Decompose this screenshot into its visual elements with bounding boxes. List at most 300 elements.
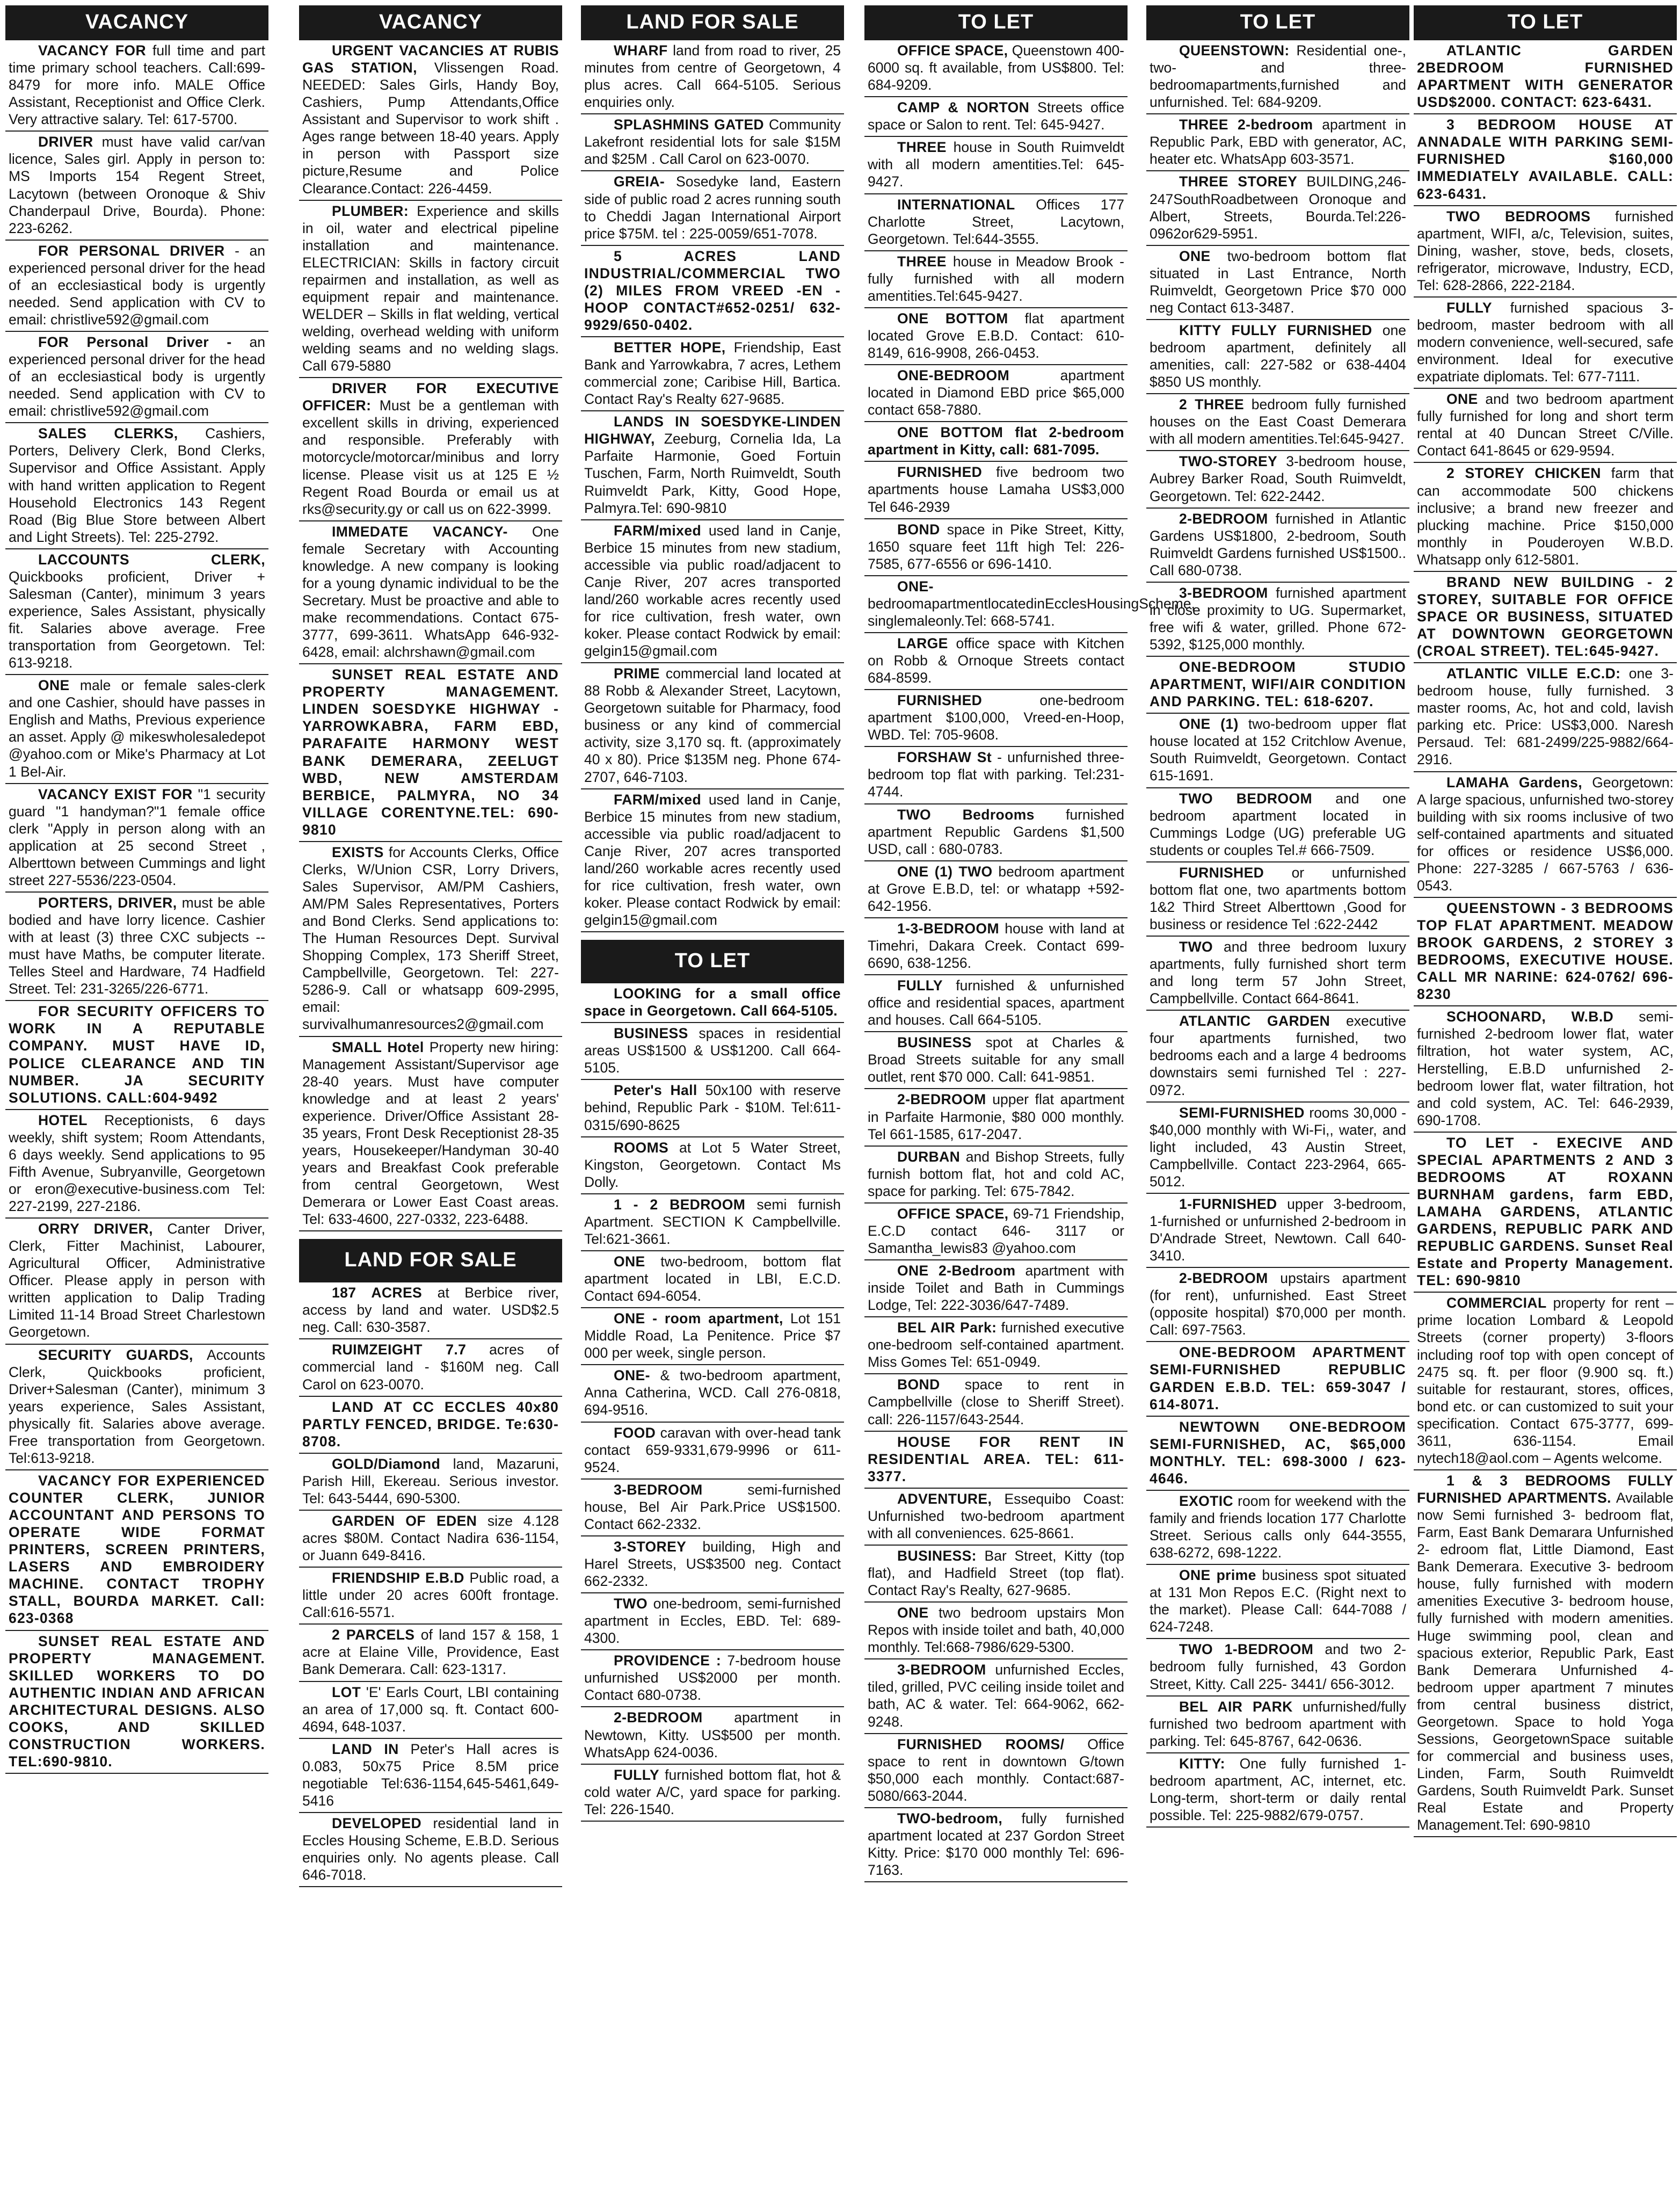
ad-body-text: used land in Canje, Berbice 15 minutes from new stadium, accessible via public road/adjacent to Canje River, 207 acres transported land/260 workable acres recently used for rice cultivation, fresh water, own koker. Please contact Rodwick by email: gelgin15@gmail.com — [584, 791, 841, 928]
classified-ad — [581, 520, 844, 664]
classified-ad — [581, 1536, 844, 1593]
ad-lead-text: TWO Bedrooms — [897, 806, 1035, 823]
ad-body-text: semi furnish Apartment. SECTION K Campbellville. Tel:621-3661. — [584, 1196, 841, 1247]
classified-ad — [1414, 1293, 1677, 1470]
classified-ad — [5, 332, 268, 423]
ad-lead-text: SEMI-FURNISHED — [1179, 1104, 1305, 1121]
classified-ad — [1146, 1103, 1409, 1194]
ad-body-text: at Lot 5 Water Street, Kingston, Georgetown. Contact Ms Dolly. — [584, 1139, 841, 1190]
ad-lead-text: TWO BEDROOMS — [1446, 208, 1591, 224]
ad-body-text: Sosedyke land, Eastern side of public road 2 acres running south to Cheddi Jagan International Airport price $75M. tel : 225-0059/651-7078. — [584, 173, 841, 242]
classified-ad — [299, 1813, 562, 1887]
ad-body-text: Experience and skills in oil, water and electrical pipeline installation and maintenance. ELECTRICIAN: Skills in factory circuit repairmen and installation, as well as equipment repair and maintenance. WELDER – Skills in flat welding, vertical welding, overhead welding with uniform welding seams and no welding slags. Call 679-5880 — [302, 202, 559, 374]
ad-body-text: must have valid car/van licence, Sales girl. Apply in person to: MS Imports 154 Regent Street, Lacytown (between Oronoque & Shiv Chanderpaul Drive, Bourda). Phone: 223-6262. — [9, 134, 265, 236]
classified-ad — [864, 747, 1128, 804]
ad-body-text: "1 security guard "1 handyman?"1 female office clerk "Apply in person along with an application at 25 second Street , Alberttown between Cummings and light street 227-5536/223-0504. — [9, 786, 265, 888]
ad-body-text: of land 157 & 158, 1 acre at Elaine Ville, Providence, East Bank Demerara. Call: 623-1317. — [302, 1627, 559, 1678]
ad-body-text: spot at Charles & Broad Streets suitable for any small outlet, rent $70 000. Call: 641-9851. — [868, 1034, 1124, 1085]
section-header: LAND FOR SALE — [299, 1239, 562, 1282]
classified-ad — [5, 40, 268, 132]
ad-lead-text: 3-BEDROOM — [614, 1481, 703, 1498]
ad-lead-text: ONE-BEDROOM STUDIO APARTMENT, WIFI/AIR CONDITION AND PARKING. TEL: 618-6207. — [1150, 659, 1406, 710]
ad-body-text: and two bedroom apartment fully furnished for long and short term rental at 40 Duncan Street C/Ville. Contact 641-8645 or 629-9594. — [1417, 391, 1674, 459]
classified-ad — [864, 137, 1128, 194]
ad-lead-text: ONE- — [897, 578, 934, 595]
classified-ad — [5, 675, 268, 784]
classified-ad — [581, 1480, 844, 1536]
ad-body-text: farm that can accommodate 500 chickens inclusive; a brand new freezer and plucking machine. Price $150,000 monthly in Pouderoyen W.B.D. Whatsapp only 612-5801. — [1417, 465, 1674, 568]
classified-ad — [581, 40, 844, 114]
ad-body-text: 7-bedroom house unfurnished US$2000 per month. Contact 680-0738. — [584, 1652, 841, 1703]
classified-ad — [1414, 389, 1677, 463]
ad-lead-text: GARDEN OF EDEN — [332, 1512, 477, 1529]
classified-ad — [864, 97, 1128, 137]
classified-ad — [864, 975, 1128, 1032]
ad-lead-text: DEVELOPED — [332, 1815, 422, 1831]
ad-body-text: furnished executive one-bedroom self-contained apartment. Miss Gomes Tel: 651-0949. — [868, 1320, 1124, 1371]
ad-lead-text: 1 - 2 BEDROOM — [614, 1196, 746, 1213]
classified-ad — [864, 633, 1128, 690]
classified-column-2 — [299, 5, 562, 2206]
ad-lead-text: NEWTOWN ONE-BEDROOM SEMI-FURNISHED, AC, $65,000 MONTHLY. TEL: 698-3000 / 623-4646. — [1150, 1418, 1406, 1487]
ad-lead-text: QUEENSTOWN - 3 BEDROOMS TOP FLAT APARTMENT. MEADOW BROOK GARDENS, 2 STOREY 3 BEDROOMS, EXECUTIVE HOUSE. CALL MR NARINE: 624-0762/ 696-8230 — [1417, 900, 1674, 1003]
ad-body-text: Zeeburg, Cornelia Ida, La Parfaite Harmonie, Goed Fortuin Tuschen, Farm, North Ruimveldt, South Ruimveldt Park, Kitty, Good Hope, Palmyra.Tel: 690-9810 — [584, 431, 841, 516]
ad-lead-text: ONE-BEDROOM APARTMENT SEMI-FURNISHED REPUBLIC GARDEN E.B.D. TEL: 659-3047 / 614-8071. — [1150, 1344, 1406, 1412]
ad-lead-text: SUNSET REAL ESTATE AND PROPERTY MANAGEMENT. SKILLED WORKERS TO DO AUTHENTIC INDIAN AND AFRICAN ARCHITECTURAL DESIGNS. ALSO COOKS, AND SKILLED CONSTRUCTION WORKERS. TEL:690-9810. — [9, 1633, 265, 1770]
ad-lead-text: ONE - room apartment, — [614, 1310, 783, 1327]
ad-lead-text: LARGE — [897, 635, 948, 651]
ad-body-text: bedroomapartmentlocatedinEcclesHousingScheme, singlemaleonly.Tel: 668-5741. — [868, 595, 1195, 629]
ad-lead-text: HOTEL — [38, 1112, 88, 1128]
ad-lead-text: 1-FURNISHED — [1179, 1195, 1277, 1212]
ad-lead-text: BRAND NEW BUILDING - 2 STOREY, SUITABLE FOR OFFICE SPACE OR BUSINESS, SITUATED AT DOWNTOWN GEORGETOWN (CROAL STREET). TEL:645-9427. — [1417, 574, 1674, 659]
ad-body-text: five bedroom two apartments house Lamaha US$3,000 Tel 646-2939 — [868, 464, 1124, 515]
ad-body-text: house in South Ruimveldt with all modern amentities.Tel: 645-9427. — [868, 139, 1124, 190]
ad-lead-text: FORSHAW St — [897, 749, 992, 766]
ad-body-text: Accounts Clerk, Quickbooks proficient, Driver+Salesman (Canter), minimum 3 years experience, Sales Assistant, physically fit. Salaries above average. Free transportation from Georgetown. Tel:613-9218. — [9, 1346, 265, 1466]
ad-lead-text: TWO — [614, 1596, 648, 1612]
ad-lead-text: ONE — [1446, 391, 1478, 408]
ad-lead-text: DURBAN — [897, 1148, 961, 1165]
ad-lead-text: BUSINESS: — [897, 1547, 977, 1564]
ad-lead-text: WHARF — [614, 42, 668, 59]
ad-lead-text: 3-BEDROOM — [897, 1662, 986, 1678]
classified-column-3 — [581, 5, 844, 2206]
classified-ad — [581, 246, 844, 337]
classified-ad — [864, 1808, 1128, 1882]
ad-lead-text: TO LET - EXECIVE AND SPECIAL APARTMENTS 2 AND 3 BEDROOMS AT ROXANN BURNHAM gardens, farm EBD, LAMAHA GARDENS, ATLANTIC GARDENS, REPUBLIC PARK AND REPUBLIC GARDENS. Sunset Real Estate and Property Management. TEL: 690-9810 — [1417, 1134, 1674, 1289]
classified-ad — [864, 1260, 1128, 1317]
ad-body-text: acres of commercial land - $160M neg. Call Carol on 623-0070. — [302, 1342, 559, 1393]
classified-ad — [581, 663, 844, 789]
ad-lead-text: TWO — [1179, 939, 1213, 955]
ad-body-text: one-bedroom, semi-furnished apartment in Eccles, EBD. Tel: 689-4300. — [584, 1596, 841, 1647]
classified-ad — [581, 1023, 844, 1080]
classified-ad — [864, 251, 1128, 308]
ad-body-text: apartment located in Diamond EBD price $65,000 contact 658-7880. — [868, 367, 1124, 418]
ad-lead-text: FOR Personal Driver - — [38, 334, 232, 350]
ad-lead-text: VACANCY FOR — [38, 42, 146, 59]
ad-lead-text: ONE- — [614, 1367, 650, 1384]
classified-ad — [1414, 1133, 1677, 1293]
ad-lead-text: FOR PERSONAL DRIVER — [38, 242, 225, 259]
ad-lead-text: PORTERS, DRIVER, — [38, 894, 177, 911]
ad-body-text: two-bedroom upper flat house located at 152 Critchlow Avenue, South Ruimveldt, Georgetown. Contact 615-1691. — [1150, 716, 1406, 784]
ad-body-text: 69-71 Friendship, E.C.D contact 646- 3117 or Samantha_lewis83 @yahoo.com — [868, 1205, 1125, 1256]
ad-lead-text: ONE (1) TWO — [897, 863, 993, 880]
ad-lead-text: ONE 2-Bedroom — [897, 1263, 1016, 1279]
ad-body-text: unfurnished/fully furnished two bedroom apartment with parking. Tel: 645-8767, 642-0636. — [1150, 1698, 1407, 1749]
classified-ad — [299, 1339, 562, 1396]
classified-ad — [1146, 1491, 1409, 1565]
ad-body-text: Georgetown: A large spacious, unfurnished two-storey building with six rooms inclusive of two self-contained apartments and situated for offices or residence US$6,000. Phone: 227-3285 / 667-5763 / 636-0543. — [1417, 774, 1674, 894]
classified-ad — [1146, 509, 1409, 583]
ad-lead-text: KITTY: — [1179, 1755, 1225, 1772]
ad-lead-text: LAMAHA Gardens, — [1446, 774, 1582, 791]
classified-ad — [299, 521, 562, 665]
ad-lead-text: 3 BEDROOM HOUSE AT ANNADALE WITH PARKING SEMI-FURNISHED $160,000 IMMEDIATELY AVAILABLE. CALL: 623-6431. — [1417, 117, 1674, 202]
classified-ad — [864, 1432, 1128, 1489]
ad-lead-text: BEL AIR PARK — [1179, 1698, 1293, 1715]
ad-body-text: unfurnished Eccles, tiled, grilled, PVC ceiling inside toilet and bath, AC & water. Tel: 664-9062, 662-9248. — [868, 1662, 1124, 1730]
ad-lead-text: EXISTS — [332, 844, 384, 860]
classified-ad — [864, 1317, 1128, 1374]
ad-body-text: furnished apartment, WIFI, a/c, Television, suites, Dining, washer, stove, beds, closets, refrigerator, microwave, Industry, ECD, Tel: 628-2866, 222-2184. — [1417, 208, 1674, 293]
ad-lead-text: QUEENSTOWN: — [1179, 42, 1290, 59]
ad-body-text: office space with Kitchen on Robb & Ornoque Streets contact 684-8599. — [868, 635, 1124, 686]
ad-body-text: fully furnished apartment located at 237 Gordon Street Kitty. Price: $170 000 monthly Tel: 696-7163. — [868, 1810, 1124, 1878]
classified-ad — [5, 132, 268, 240]
classified-ad — [1414, 206, 1677, 298]
classified-ad — [581, 1423, 844, 1480]
classified-ad — [5, 784, 268, 893]
classified-ad — [864, 1089, 1128, 1146]
ad-lead-text: ATLANTIC GARDEN — [1179, 1013, 1330, 1030]
ad-lead-text: 1 & 3 BEDROOMS FULLY FURNISHED APARTMENTS. — [1417, 1472, 1674, 1506]
ad-body-text: building, High and Harel Streets, US$3500 neg. Contact 662-2332. — [584, 1538, 841, 1589]
ad-body-text: Cashiers, Porters, Delivery Clerk, Bond Clerks, Supervisor and Office Assistant. Apply with hand written application to Regent Household Electronics 143 Regent Road (Big Blue Store between Albert and Light Streets). Tel: 225-2792. — [9, 425, 265, 545]
classified-ad — [1146, 1417, 1409, 1491]
classified-ad — [864, 519, 1128, 576]
ad-lead-text: ONE — [897, 1605, 929, 1621]
classified-ad — [1414, 1470, 1677, 1837]
ad-lead-text: ATLANTIC VILLE E.C.D: — [1446, 665, 1621, 682]
classified-ad — [864, 422, 1128, 462]
ad-lead-text: Peter's Hall — [614, 1082, 697, 1099]
classified-ad — [581, 171, 844, 245]
ad-body-text: at Berbice river, access by land and water. USD$2.5 neg. Call: 630-3587. — [302, 1285, 559, 1336]
section-header: VACANCY — [5, 5, 268, 40]
ad-body-text: upstairs apartment (for rent), unfurnished. East Street (opposite hospital) $70,000 per month. Call: 697-7563. — [1150, 1270, 1406, 1338]
ad-lead-text: FRIENDSHIP E.B.D — [332, 1570, 464, 1586]
classified-ad — [581, 1593, 844, 1650]
ad-lead-text: ONE — [614, 1253, 645, 1270]
ad-body-text: Friendship, East Bank and Yarrowkabra, 7 acres, Lethem commercial zone; Caribise Hill, Bartica. Contact Ray's Realty 627-9685. — [584, 339, 841, 408]
classified-ad — [864, 462, 1128, 519]
ad-body-text: size 4.128 acres $80M. Contact Nadira 636-1154, or Juann 649-8416. — [302, 1512, 559, 1564]
classified-ad — [1146, 320, 1409, 394]
classified-ad — [1146, 1011, 1409, 1102]
ad-body-text: caravan with over-head tank contact 659-9331,679-9996 or 611-9524. — [584, 1424, 841, 1475]
ad-lead-text: GOLD/Diamond — [332, 1455, 441, 1472]
ad-lead-text: BUSINESS — [614, 1025, 688, 1042]
ad-lead-text: SECURITY GUARDS, — [38, 1346, 193, 1363]
ad-body-text: space to rent in Campbellville (close to Sheriff Street). call: 226-1157/643-2544. — [868, 1376, 1124, 1427]
ad-lead-text: SMALL Hotel — [332, 1039, 424, 1055]
ad-lead-text: PROVIDENCE : — [614, 1652, 722, 1669]
ad-body-text: and two 2-bedroom fully furnished, 43 Gordon Street, Kitty. Call 225- 3441/ 656-3012. — [1150, 1641, 1406, 1692]
ad-lead-text: CAMP & NORTON — [897, 99, 1030, 116]
ad-lead-text: RUIMZEIGHT 7.7 — [332, 1342, 467, 1358]
classified-ad — [864, 1374, 1128, 1431]
classified-ad — [864, 1734, 1128, 1808]
classified-ad — [581, 1251, 844, 1308]
classified-ad — [299, 1282, 562, 1339]
ad-lead-text: LAND AT CC ECCLES 40x80 PARTLY FENCED, BRIDGE. Te:630-8708. — [302, 1398, 559, 1449]
classified-ad — [864, 861, 1128, 918]
ad-body-text: semi-furnished house, Bel Air Park.Price US$1500. Contact 662-2332. — [584, 1481, 841, 1532]
classified-ad — [1146, 1194, 1409, 1268]
ad-body-text: house in Meadow Brook - fully furnished with all modern amentities.Tel:645-9427. — [868, 253, 1124, 304]
ad-body-text: business spot situated at 131 Mon Repos E.C. (Right next to the market). Please Call: 644-7088 / 624-7248. — [1150, 1567, 1406, 1635]
classified-ad — [864, 690, 1128, 747]
ad-body-text: two bedroom upstairs Mon Repos with inside toilet and bath, 40,000 monthly. Tel:668-7986/629-5300. — [868, 1605, 1124, 1656]
ad-lead-text: LAND IN — [332, 1741, 399, 1757]
classified-ad — [581, 1365, 844, 1422]
ad-lead-text: FARM/mixed — [614, 791, 702, 808]
ad-lead-text: ONE (1) — [1179, 716, 1239, 733]
ad-lead-text: BEL AIR Park: — [897, 1320, 997, 1336]
ad-lead-text: FURNISHED ROOMS/ — [897, 1736, 1065, 1752]
classified-ad — [1146, 788, 1409, 862]
classified-ad — [1146, 1565, 1409, 1639]
ad-lead-text: OFFICE SPACE, — [897, 1205, 1009, 1222]
ad-lead-text: SALES CLERKS, — [38, 425, 178, 442]
ad-body-text: Essequibo Coast: Unfurnished two-bedroom apartment with all conveniences. 625-8661. — [868, 1490, 1124, 1541]
classified-ad — [864, 1032, 1128, 1089]
classified-ad — [1146, 937, 1409, 1011]
classified-ad — [299, 1739, 562, 1813]
classified-ad — [1146, 714, 1409, 788]
ad-body-text: 50x100 with reserve behind, Republic Park - $10M. Tel:611-0315/690-8625 — [584, 1082, 841, 1133]
ad-lead-text: LACCOUNTS CLERK, — [38, 551, 265, 568]
classified-ad — [1414, 1006, 1677, 1132]
ad-lead-text: 5 ACRES LAND INDUSTRIAL/COMMERCIAL TWO (2) MILES FROM VREED -EN - HOOP CONTACT#652-0251/ 632-9929/650-0402. — [584, 248, 841, 333]
ad-body-text: property for rent – prime location Lombard & Leopold Streets (corner property) 3-floors including roof top with open concept of 2475 sq. ft. per floor (9.900 sq. ft.) suitable for restaurant, stores, offices, bond etc. or can customized to suit your specification. Contact 675-3777, 699-3611, 636-1154. Email nytech18@aol.com – Agents welcome. — [1417, 1295, 1674, 1466]
ad-lead-text: DRIVER FOR EXECUTIVE OFFICER: — [302, 380, 559, 414]
classified-ad — [581, 337, 844, 411]
ad-body-text: Office space to rent in downtown G/town $50,000 each monthly. Contact:687-5080/663-2044. — [868, 1736, 1124, 1804]
ad-body-text: or unfurnished bottom flat one, two apartments bottom 1&2 Third Street Alberttown ,Good for business or residence Tel :622-2442 — [1150, 864, 1406, 932]
classified-ad — [5, 1001, 268, 1110]
ad-lead-text: FURNISHED — [1179, 864, 1264, 881]
ad-lead-text: THREE — [897, 139, 947, 156]
ad-body-text: furnished apartment Republic Gardens $1,500 USD, call : 680-0783. — [868, 806, 1124, 857]
ad-lead-text: DRIVER — [38, 134, 93, 150]
classified-ad — [1414, 572, 1677, 663]
classified-ad — [864, 1204, 1128, 1260]
classified-ad — [581, 983, 844, 1023]
ad-body-text: an experienced personal driver for the head of an ecclesiastical body is urgently needed. Send application with CV to email: christlive592@gmail.com — [9, 334, 265, 419]
ad-body-text: furnished apartment in close proximity to UG. Supermarket, free wifi & water, grilled. Phone 672-5392, $125,000 monthly. — [1150, 584, 1406, 653]
classified-ad — [5, 423, 268, 549]
ad-body-text: semi-furnished 2-bedroom lower flat, water filtration, hot water system, AC, Herstelling, E.B.D unfurnished 2-bedroom lower flat, water filtration, hot and cold system, AC. Tel: 646-2939, 690-1708. — [1417, 1009, 1674, 1128]
classified-ad — [1146, 657, 1409, 714]
ad-lead-text: IMMEDATE VACANCY- — [332, 523, 508, 540]
ad-lead-text: BOND — [897, 1376, 940, 1393]
ad-body-text: flat apartment located Grove E.B.D. Contact: 610-8149, 616-9908, 266-0453. — [868, 310, 1125, 361]
ad-body-text: Lot 151 Middle Road, La Penitence. Price $7 000 per week, single person. — [584, 1310, 841, 1361]
classified-ad — [1414, 898, 1677, 1006]
classified-ad — [299, 201, 562, 379]
ad-lead-text: 3-BEDROOM — [1179, 584, 1268, 601]
classified-ad — [864, 308, 1128, 365]
ad-body-text: space in Pike Street, Kitty, 1650 square feet 11ft high Tel: 226-7585, 677-6556 or 696-1410. — [868, 521, 1124, 572]
ad-lead-text: LOOKING for a small office space in Georgetown. Call 664-5105. — [584, 985, 841, 1019]
ad-body-text: Peter's Hall acres is 0.083, 50x75 Price 8.5M price negotiable Tel:636-1154,645-5461,649-5416 — [302, 1741, 559, 1809]
classified-ad — [1414, 40, 1677, 114]
ad-body-text: executive four apartments furnished, two bedrooms each and a large 4 bedrooms downstairs semi furnished Tel : 227-0972. — [1150, 1013, 1406, 1098]
ad-lead-text: SPLASHMINS GATED — [614, 117, 764, 133]
ad-lead-text: GREIA- — [614, 173, 665, 190]
ad-body-text: Receptionists, 6 days weekly, shift system; Room Attendants, 6 days weekly. Send applications to 95 Fifth Avenue, Subryanville, Georgetown or eron@executive-business.com Tel: 227-2199, 227-2186. — [9, 1112, 265, 1214]
ad-lead-text: FARM/mixed — [614, 522, 702, 539]
ad-lead-text: LOT — [332, 1684, 361, 1700]
ad-lead-text: TWO 1-BEDROOM — [1179, 1641, 1314, 1658]
classified-ad — [864, 365, 1128, 422]
ad-body-text: upper 3-bedroom, 1-furnished or unfurnished 2-bedroom in D'Andrade Street, Newtown. Call 640-3410. — [1150, 1195, 1406, 1264]
section-header: TO LET — [864, 5, 1128, 40]
ad-body-text: - unfurnished three-bedroom top flat with parking. Tel:231-4744. — [868, 749, 1124, 800]
classified-column-5 — [1146, 5, 1409, 2206]
ad-lead-text: ONE — [38, 677, 70, 694]
ad-body-text: Must be a gentleman with excellent skills in driving, experienced and responsible. Preferably with motorcycle/motorcar/minibus and lorry license. Please visit us at 125 E ½ Regent Road Bourda or email us at rks@security.gy or call us on 622-3999. — [302, 397, 559, 517]
classified-ad — [581, 114, 844, 171]
ad-body-text: furnished spacious 3-bedroom, master bedroom with all modern convenience, well-secured, safe environment. Ideal for executive expatriate diplomats. Tel: 677-7111. — [1417, 299, 1674, 385]
classified-ad — [581, 1194, 844, 1251]
classified-ad — [1414, 772, 1677, 898]
ad-body-text: furnished in Atlantic Gardens US$1800, 2-bedroom, South Ruimveldt Gardens furnished US$1500.. Call 680-0738. — [1150, 510, 1406, 578]
ad-lead-text: THREE — [897, 253, 947, 270]
classified-ad — [864, 576, 1195, 633]
classified-ad — [1414, 663, 1677, 772]
classified-ad — [864, 918, 1128, 975]
classified-ad — [299, 664, 562, 842]
ad-lead-text: ONE BOTTOM — [897, 310, 1008, 327]
ad-lead-text: THREE STOREY — [1179, 173, 1298, 190]
ad-body-text: Queenstown 400-6000 sq. ft available, from US$800. Tel: 684-9209. — [868, 42, 1125, 93]
ad-body-text: two-bedroom bottom flat situated in Last Entrance, North Ruimveldt, Georgetown Price $70 000 neg Contact 613-3487. — [1150, 248, 1406, 316]
classified-ad — [1146, 1697, 1409, 1753]
ad-body-text: apartment with inside Toilet and Bath in Cummings Lodge, Tel: 222-3036/647-7489. — [868, 1263, 1124, 1314]
classified-ad — [581, 1765, 844, 1822]
ad-lead-text: 2 THREE — [1179, 396, 1245, 413]
ad-body-text: Residential one-, two- and three-bedroomapartments,furnished and unfurnished. Tel: 684-9209. — [1150, 42, 1406, 111]
ad-lead-text: ONE-BEDROOM — [897, 367, 1010, 384]
ad-body-text: - an experienced personal driver for the head of an ecclesiastical body is urgently needed. Send application with CV to email: christlive592@gmail.com — [9, 242, 265, 328]
ad-lead-text: VACANCY FOR EXPERIENCED COUNTER CLERK, JUNIOR ACCOUNTANT AND PERSONS TO OPERATE WIDE FORMAT PRINTERS, SCREEN PRINTERS, LASERS AND EMBROIDERY MACHINE. CONTACT TROPHY STALL, BOURDA MARKET. Call: 623-0368 — [9, 1472, 265, 1627]
ad-lead-text: COMMERCIAL — [1446, 1295, 1547, 1311]
classified-ad — [581, 1308, 844, 1365]
ad-lead-text: URGENT VACANCIES AT RUBIS GAS STATION, — [302, 42, 559, 76]
ad-lead-text: LANDS IN SOESDYKE-LINDEN HIGHWAY, — [584, 414, 841, 447]
ad-body-text: two-bedroom, bottom flat apartment located in LBI, E.C.D. Contact 694-6054. — [584, 1253, 841, 1304]
ad-lead-text: TWO BEDROOM — [1179, 790, 1312, 807]
ad-body-text: spaces in residential areas US$1500 & US$1200. Call 664-5105. — [584, 1025, 841, 1076]
ad-body-text: apartment in Newtown, Kitty. US$500 per month. WhatsApp 624-0036. — [584, 1709, 841, 1760]
classified-ad — [864, 1489, 1128, 1546]
ad-lead-text: 1-3-BEDROOM — [897, 920, 999, 937]
ad-lead-text: FULLY — [897, 977, 943, 994]
classified-ad — [581, 1080, 844, 1137]
ad-body-text: Offices 177 Charlotte Street, Lacytown, Georgetown. Tel:644-3555. — [868, 196, 1124, 247]
classified-ad — [1146, 862, 1409, 937]
classified-ad — [1414, 298, 1677, 389]
ad-body-text: furnished bottom flat, hot & cold water A/C, yard space for parking. Tel: 226-1540. — [584, 1766, 841, 1817]
classified-ad — [5, 549, 268, 675]
classified-ad — [299, 1037, 562, 1232]
classified-ad — [299, 1511, 562, 1568]
classified-ad — [864, 1659, 1128, 1734]
ad-lead-text: BETTER HOPE, — [614, 339, 726, 356]
ad-lead-text: ATLANTIC GARDEN 2BEDROOM FURNISHED APARTMENT WITH GENERATOR USD$2000. CONTACT: 623-6431. — [1417, 42, 1674, 111]
classified-ad — [581, 411, 844, 520]
classified-ad — [299, 40, 562, 201]
classified-ad — [1146, 583, 1409, 657]
classified-ad — [864, 804, 1128, 861]
classified-ad — [5, 1470, 268, 1631]
ad-body-text: BUILDING,246-247SouthRoadbetween Oronoque and Albert, Streets, Bourda.Tel:226-0962or629-5951. — [1150, 173, 1406, 242]
ad-body-text: & two-bedroom apartment, Anna Catherina, WCD. Call 276-0818, 694-9516. — [584, 1367, 841, 1418]
ad-body-text: Vlissengen Road. NEEDED: Sales Girls, Handy Boy, Cashiers, Pump Attendants,Office Assistant and Supervisor to work shift . Ages range between 18-40 years. Apply in person with Passport size picture,Resume and Police Clearance.Contact: 226-4459. — [302, 60, 559, 197]
classified-ad — [5, 1110, 268, 1219]
ad-lead-text: 2-BEDROOM — [1179, 1270, 1268, 1287]
ad-body-text: for Accounts Clerks, Office Clerks, W/Union CSR, Lorry Drivers, Sales Supervisor, AM/PM Cashiers, AM/PM Sales Representatives, Porters and Bond Clerks. Send applications to: The Human Resources Dept. Survival Shopping Complex, 173 Sheriff Street, Campbellville, Georgetown. Tel: 227-5286-9. Call or whatsapp 609-2995, email: survivalhumanresources2@gmail.com — [302, 844, 559, 1033]
ad-body-text: bedroom apartment at Grove E.B.D, tel: or whatapp +592-642-1956. — [868, 863, 1124, 914]
ad-body-text: upper flat apartment in Parfaite Harmonie, $80 000 monthly. Tel 661-1585, 617-2047. — [868, 1091, 1124, 1142]
ad-lead-text: 2-BEDROOM — [897, 1091, 986, 1108]
ad-lead-text: INTERNATIONAL — [897, 196, 1015, 213]
classified-ad — [1146, 246, 1409, 320]
ad-body-text: Bar Street, Kitty (top flat), and Hadfield Street (top flat). Contact Ray's Realty, 627-9685. — [868, 1547, 1124, 1599]
ad-lead-text: FOOD — [614, 1424, 656, 1441]
ad-lead-text: VACANCY EXIST FOR — [38, 786, 193, 802]
ad-body-text: One female Secretary with Accounting knowledge. A new company is looking for a young dynamic individual to be the Secretary. Must be proactive and able to make recommendations. Contact 675-3777, 699-3611. WhatsApp 646-932-6428, email: alchrshawn@gmail.com — [302, 523, 559, 661]
ad-body-text: land, Mazaruni, Parish Hill, Ekereau. Serious investor. Tel: 643-5444, 690-5300. — [302, 1455, 559, 1506]
classified-ad — [299, 1397, 562, 1454]
ad-body-text: 'E' Earls Court, LBI containing an area of 17,000 sq. ft. Contact 600-4694, 648-1037. — [302, 1684, 559, 1735]
classified-ad — [299, 1682, 562, 1739]
ad-body-text: one bedroom apartment, definitely all amenities, call: 227-582 or 638-4404 $850 US monthly. — [1150, 322, 1407, 390]
classified-ad — [1146, 394, 1409, 451]
classified-ad — [581, 1650, 844, 1707]
ad-lead-text: OFFICE SPACE, — [897, 42, 1008, 59]
ad-lead-text: 2 STOREY CHICKEN — [1446, 465, 1601, 482]
classified-ad — [1146, 171, 1409, 245]
ad-lead-text: ONE — [1179, 248, 1211, 264]
ad-lead-text: ORRY DRIVER, — [38, 1221, 153, 1237]
classified-ad — [5, 1219, 268, 1344]
classified-ad — [299, 842, 562, 1037]
classified-ad — [1414, 463, 1677, 571]
ad-body-text: one 3-bedroom house, fully furnished. 3 master rooms, Ac, hot and cold, lavish parking etc. Price: US$3,000. Naresh Persaud. Tel: 681-2499/225-9882/664-2916. — [1417, 665, 1674, 768]
ad-body-text: Available now Semi furnished 3- bedroom flat, Farm, East Bank Demarara Unfurnished 2- edroom flat, Little Diamond, East Bank Demerara. Executive 3- bedroom house, fully furnished with modern amenities Executive 3- bedroom house, fully furnished with modern amenities. Huge swimming pool, clean and spacious exterior, Republic Park, East Bank Demerara Unfurnished 4- bedroom upper apartment 7 minutes from central business district, Georgetown. Space to hold Yoga Sessions, GeorgetownSpace suitable for commercial and business uses, Linden, Farm, South Ruimveldt Gardens, South Ruimveldt Park. Sunset Real Estate and Property Management.Tel: 690-9810 — [1417, 1490, 1674, 1833]
ad-body-text: house with land at Timehri, Dakara Creek. Contact 699-6690, 638-1256. — [868, 920, 1124, 971]
ad-lead-text: ADVENTURE, — [897, 1490, 992, 1507]
classified-ad — [1146, 40, 1409, 114]
classified-ad — [1414, 114, 1677, 206]
ad-body-text: Property new hiring: Management Assistant/Supervisor age 28-40 years. Must have computer knowledge and at least 2 years' experience. Driver/Office Assistant 28-35 years, Front Desk Receptionist 28-35 years, Housekeeper/Handyman 30-40 years and Breakfast Cook preferable from central Georgetown, West Demerara or Lower East Coast areas. Tel: 633-4600, 227-0332, 223-6488. — [302, 1039, 559, 1228]
